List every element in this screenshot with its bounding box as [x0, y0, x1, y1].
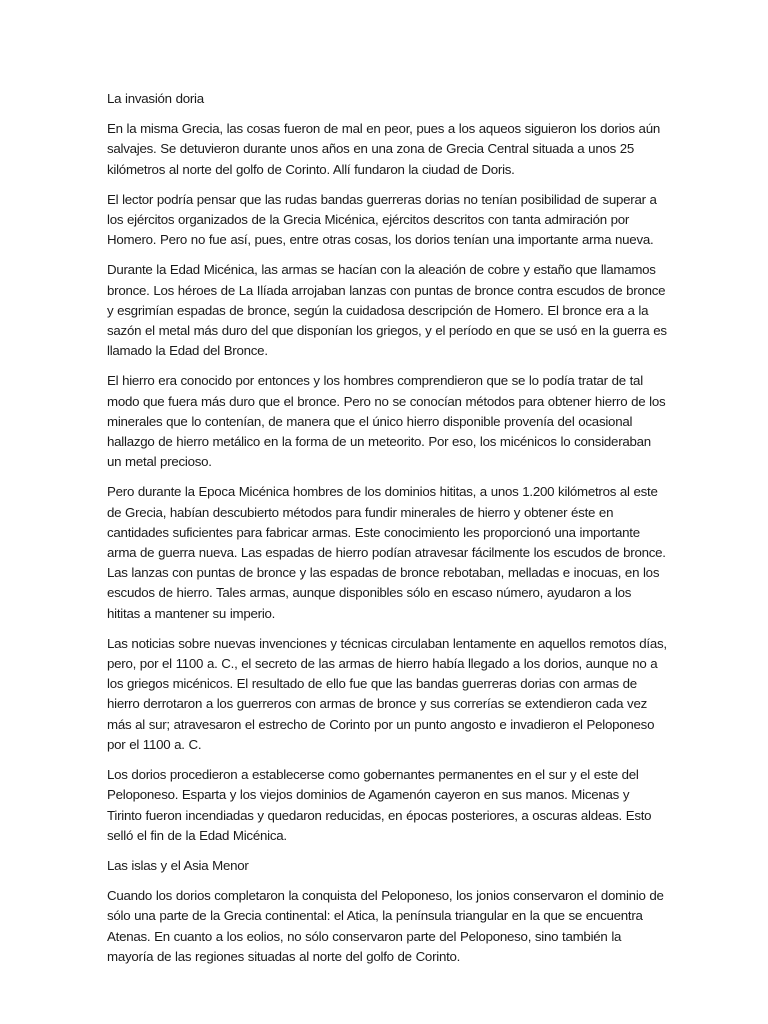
paragraph: El lector podría pensar que las rudas bandas guerreras dorias no tenían posibilidad de superar a los ejércitos organizados de la Grecia Micénica, ejércitos descritos con tanta admiración por Homero. Pero no fue así, pues, entre otras cosas, los dorios tenían una importante arma nueva. [107, 191, 657, 248]
paragraph: Cuando los dorios completaron la conquista del Peloponeso, los jonios conservaron el dominio de sólo una parte de la Grecia continental: el Atica, la península triangular en la que se encuentra Atenas. En cuanto a los eolios, no sólo conservaron parte del Peloponeso, sino también la mayoría de las regiones situadas al norte del golfo de Corinto. [107, 888, 664, 964]
paragraph: En la misma Grecia, las cosas fueron de mal en peor, pues a los aqueos siguieron los dorios aún salvajes. Se detuvieron durante unos años en una zona de Grecia Central situada a unos 25 kilómetros al norte del golfo de Corinto. Allí fundaron la ciudad de Doris. [107, 121, 660, 177]
document-body [107, 89, 667, 977]
paragraph: Pero durante la Epoca Micénica hombres de los dominios hititas, a unos 1.200 kilómetros al este de Grecia, habían descubierto métodos para fundir minerales de hierro y obtener éste en cantidades suficientes para fabricar armas. Este conocimiento les proporcionó una importante arma de guerra nueva. Las espadas de hierro podían atravesar fácilmente los escudos de bronce. Las lanzas con puntas de bronce y las espadas de bronce rebotaban, melladas e inocuas, en los escudos de hierro. Tales armas, aunque disponibles sólo en escaso número, ayudaron a los hititas a mantener su imperio. [107, 484, 666, 621]
paragraph: Los dorios procedieron a establecerse como gobernantes permanentes en el sur y el este del Peloponeso. Esparta y los viejos dominios de Agamenón cayeron en sus manos. Micenas y Tirinto fueron incendiadas y quedaron reducidas, en épocas posteriores, a oscuras aldeas. Esto selló el fin de la Edad Micénica. [107, 767, 652, 843]
paragraph: Durante la Edad Micénica, las armas se hacían con la aleación de cobre y estaño que llamamos bronce. Los héroes de La Ilíada arrojaban lanzas con puntas de bronce contra escudos de bronce y esgrimían espadas de bronce, según la cuidadosa descripción de Homero. El bronce era a la sazón el metal más duro del que disponían los griegos, y el período en que se usó en la guerra es llamado la Edad del Bronce. [107, 262, 667, 359]
paragraph: El hierro era conocido por entonces y los hombres comprendieron que se lo podía tratar de tal modo que fuera más duro que el bronce. Pero no se conocían métodos para obtener hierro de los minerales que lo contenían, de manera que el único hierro disponible provenía del ocasional hallazgo de hierro metálico en la forma de un meteorito. Por eso, los micénicos lo consideraban un metal precioso. [107, 373, 666, 470]
section-heading-invasion: La invasión doria [107, 91, 204, 106]
section-heading-islands: Las islas y el Asia Menor [107, 857, 249, 873]
paragraph: Las noticias sobre nuevas invenciones y técnicas circulaban lentamente en aquellos remotos días, pero, por el 1100 a. C., el secreto de las armas de hierro había llegado a los dorios, aunque no a los griegos micénicos. El resultado de ello fue que las bandas guerreras dorias con armas de hierro derrotaron a los guerreros con armas de bronce y sus correrías se extendieron cada vez más al sur; atravesaron el estrecho de Corinto por un punto angosto e invadieron el Peloponeso por el 1100 a. C. [107, 635, 667, 752]
